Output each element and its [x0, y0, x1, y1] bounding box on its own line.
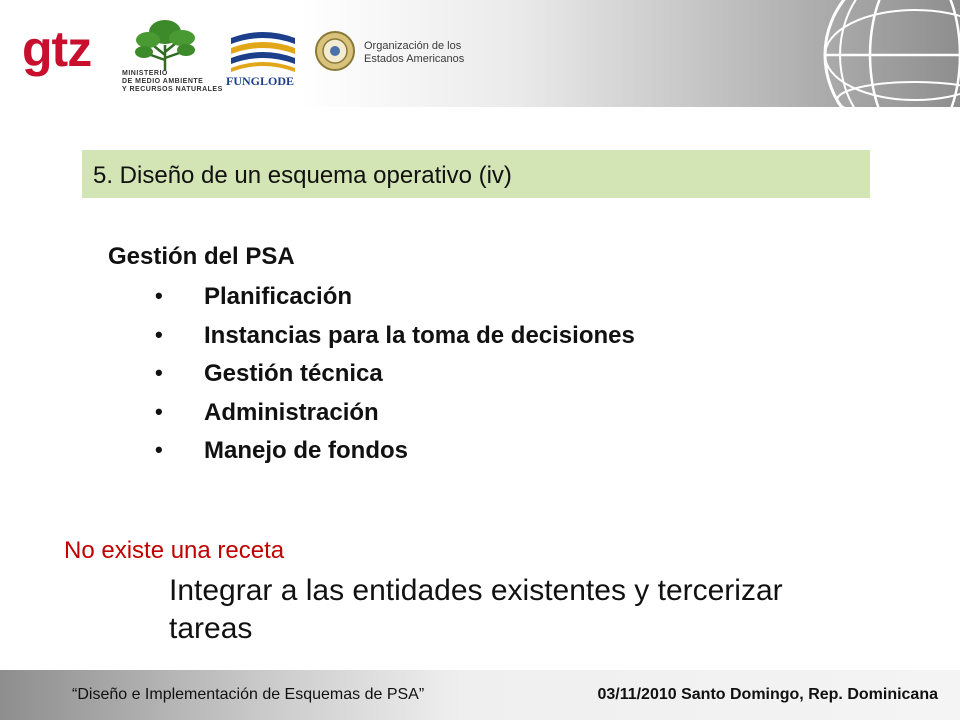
footer-title: “Diseño e Implementación de Esquemas de PSA” — [72, 686, 425, 703]
list-item-text: Manejo de fondos — [204, 437, 408, 464]
footer-date-location: 03/11/2010 Santo Domingo, Rep. Dominicana — [597, 686, 938, 703]
list-item-text: Administración — [204, 398, 379, 426]
slide-title: 5. Diseño de un esquema operativo (iv) — [93, 162, 512, 189]
bullet-icon: • — [155, 360, 163, 385]
note-text: No existe una receta — [64, 537, 285, 564]
oea-seal-icon — [314, 30, 356, 72]
funglode-label: FUNGLODE — [226, 74, 295, 88]
bullet-icon: • — [155, 398, 163, 424]
list-item-text: Planificación — [204, 283, 353, 310]
ministerio-text: MINISTERIO DE MEDIO AMBIENTE Y RECURSOS NATURALES — [122, 70, 223, 93]
oea-label: Organización de los Estados Americanos — [364, 40, 465, 65]
list-item-text: Gestión técnica — [204, 360, 383, 387]
list-item-text: Instancias para la toma de decisiones — [204, 321, 635, 349]
footer — [0, 670, 960, 720]
slide-title-bar — [82, 150, 870, 198]
body-text: Integrar a las entidades existentes y tercerizar tareas — [169, 574, 783, 645]
header-banner — [0, 0, 960, 107]
gtz-logo: gtz — [22, 21, 92, 77]
bullet-icon: • — [155, 437, 163, 462]
bullet-icon: • — [155, 321, 163, 347]
bullet-icon: • — [155, 283, 163, 308]
section-heading: Gestión del PSA — [108, 243, 295, 270]
globe-graphic — [820, 0, 960, 107]
